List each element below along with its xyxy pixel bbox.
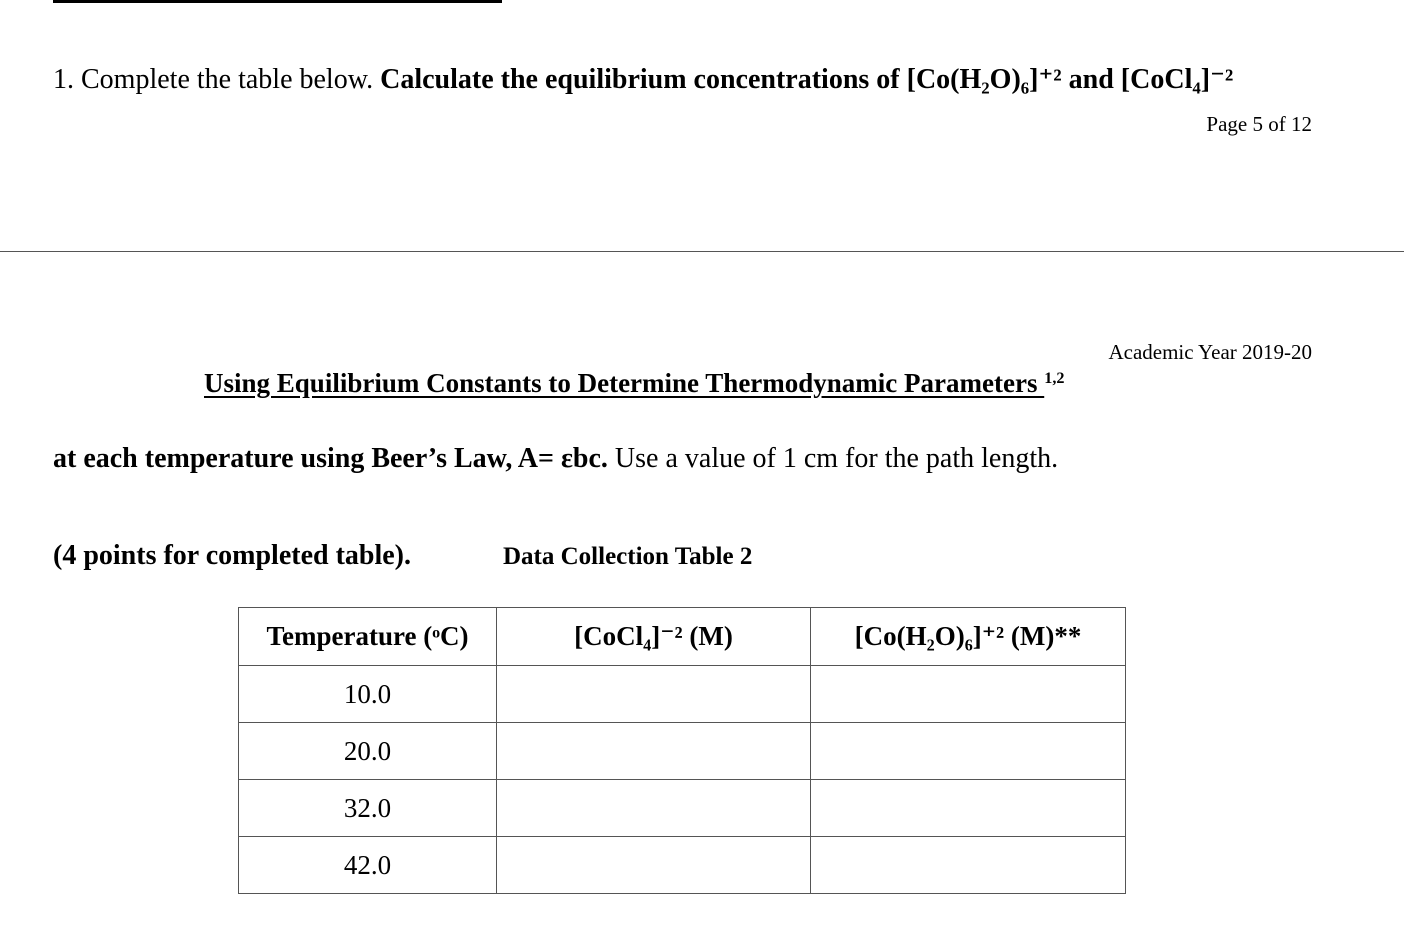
cocl4-cell[interactable] (497, 666, 811, 723)
column-header-coh2o: [Co(H₂O)₆]⁺² (M)** (811, 608, 1126, 666)
table-row (239, 837, 1126, 894)
points-note: (4 points for completed table). (53, 540, 411, 571)
page-title (204, 368, 1064, 399)
academic-year: Academic Year 2019-20 (1108, 340, 1312, 364)
question-intro: 1. Complete the table below. (53, 64, 381, 95)
temperature-cell: 42.0 (239, 837, 497, 894)
table-row (239, 666, 1126, 723)
question-continuation-bold: at each temperature using Beer’s Law, A= εbc. (53, 443, 608, 474)
cocl4-cell[interactable] (497, 780, 811, 837)
title-text: Using Equilibrium Constants to Determine Thermodynamic Parameters (204, 368, 1045, 398)
coh2o-cell[interactable] (811, 666, 1126, 723)
table-row (239, 723, 1126, 780)
coh2o-cell[interactable] (811, 723, 1126, 780)
page-number: Page 5 of 12 (1206, 112, 1312, 136)
column-header-temperature: Temperature (ᵒC) (239, 608, 497, 666)
temperature-cell: 20.0 (239, 723, 497, 780)
column-header-cocl4: [CoCl₄]⁻² (M) (497, 608, 811, 666)
data-collection-table (238, 607, 1126, 894)
temperature-cell: 10.0 (239, 666, 497, 723)
question-continuation (53, 441, 1058, 477)
question-bold-part: Calculate the equilibrium concentrations of [Co(H₂O)₆]⁺² and [CoCl₄]⁻² (380, 64, 1234, 95)
coh2o-cell[interactable] (811, 780, 1126, 837)
page-break-rule (0, 251, 1404, 252)
table-row (239, 780, 1126, 837)
title-superscript: 1,2 (1044, 369, 1065, 388)
table-caption: Data Collection Table 2 (503, 543, 753, 570)
table-header-row (239, 608, 1126, 666)
top-rule (53, 0, 502, 3)
coh2o-cell[interactable] (811, 837, 1126, 894)
question-continuation-plain: Use a value of 1 cm for the path length. (607, 443, 1059, 474)
cocl4-cell[interactable] (497, 837, 811, 894)
temperature-cell: 32.0 (239, 780, 497, 837)
question-1-line (53, 62, 1233, 98)
cocl4-cell[interactable] (497, 723, 811, 780)
